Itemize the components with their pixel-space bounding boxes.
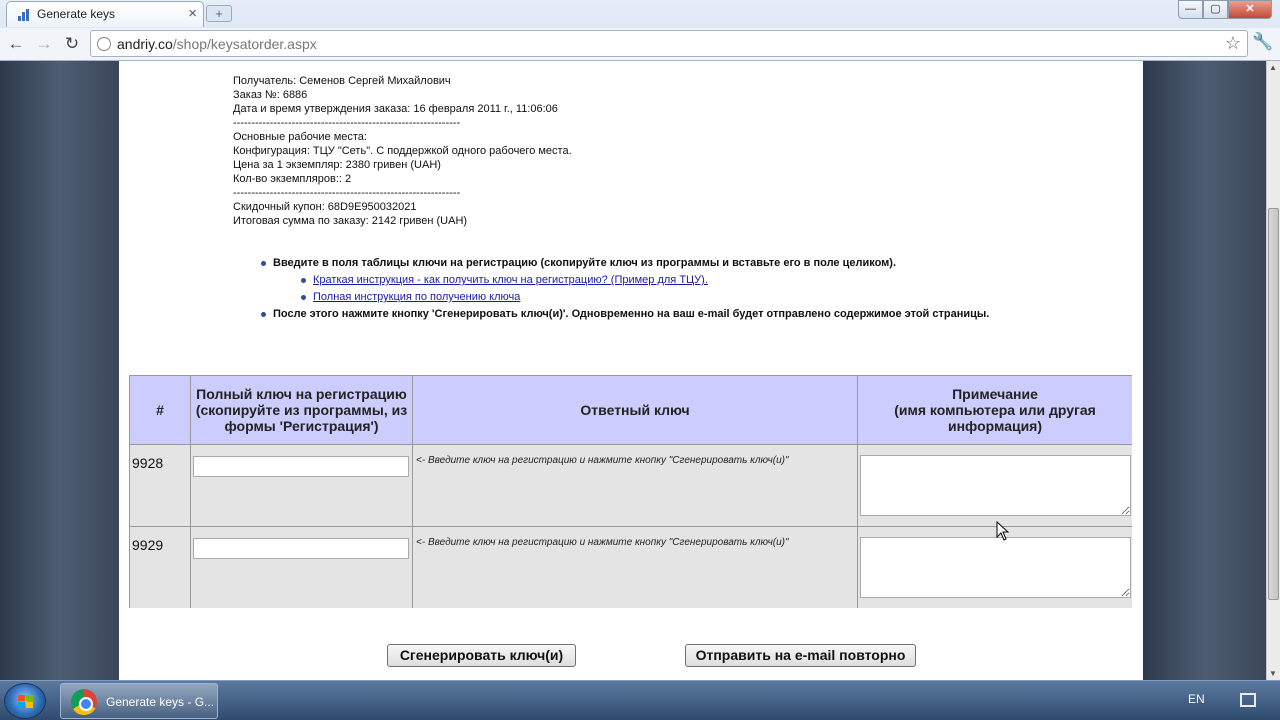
- page-background-right: [1143, 61, 1266, 680]
- order-section-title: Основные рабочие места:: [233, 131, 367, 143]
- note-textarea[interactable]: [860, 455, 1131, 516]
- full-instruction-link[interactable]: Полная инструкция по получению ключа: [313, 291, 521, 303]
- browser-toolbar: [0, 28, 1280, 60]
- scroll-down-icon[interactable]: ▼: [1269, 669, 1277, 678]
- close-tab-icon[interactable]: ×: [188, 5, 197, 22]
- url-path: /shop/keysatorder.aspx: [172, 36, 317, 52]
- keys-table: [129, 375, 1132, 608]
- bar-chart-icon: [17, 8, 31, 22]
- order-date: Дата и время утверждения заказа: 16 февраля 2011 г., 11:06:06: [233, 103, 558, 115]
- bullet-icon: [301, 278, 306, 283]
- row-number: 9928: [130, 445, 191, 526]
- address-bar[interactable]: [90, 30, 1248, 57]
- column-header-number: #: [130, 376, 191, 445]
- instruction-step-2: После этого нажмите кнопку 'Сгенерировать ключ(и)'. Одновременно на ваш e-mail будет отправлено содержимое этой страницы.: [273, 308, 990, 320]
- start-button[interactable]: [4, 683, 46, 719]
- taskbar: [0, 680, 1280, 720]
- registration-key-input[interactable]: [193, 538, 409, 559]
- instruction-step-1: Введите в поля таблицы ключи на регистрацию (скопируйте ключ из программы и вставьте его в поле целиком).: [273, 257, 897, 269]
- order-unit-price: Цена за 1 экземпляр: 2380 гривен (UAH): [233, 159, 441, 171]
- forward-icon[interactable]: →: [35, 34, 53, 53]
- order-summary: [233, 74, 572, 228]
- order-configuration: Конфигурация: ТЦУ "Сеть". С поддержкой одного рабочего места.: [233, 145, 572, 157]
- registration-key-cell: [191, 445, 413, 526]
- order-number: Заказ №: 6886: [233, 89, 308, 101]
- row-number: 9929: [130, 527, 191, 608]
- note-cell: [858, 527, 1132, 608]
- resend-email-button[interactable]: Отправить на e-mail повторно: [685, 644, 916, 667]
- note-cell: [858, 445, 1132, 526]
- vertical-scrollbar[interactable]: [1266, 61, 1280, 680]
- order-quantity: Кол-во экземпляров:: 2: [233, 173, 352, 185]
- bullet-icon: [301, 295, 306, 300]
- chrome-icon: [71, 689, 97, 715]
- registration-key-cell: [191, 527, 413, 608]
- bullet-icon: [261, 312, 266, 317]
- column-header-note: [858, 376, 1132, 445]
- taskbar-item-label: Generate keys - G...: [106, 695, 215, 709]
- back-icon[interactable]: ←: [7, 34, 25, 53]
- browser-chrome: [0, 0, 1280, 61]
- page-background-left: [0, 61, 119, 680]
- registration-key-input[interactable]: [193, 456, 409, 477]
- network-icon[interactable]: [1240, 693, 1256, 707]
- browser-tab[interactable]: [6, 1, 204, 27]
- column-header-response-key: Ответный ключ: [413, 376, 858, 445]
- windows-logo-icon: [18, 695, 34, 709]
- mouse-cursor-icon: [996, 521, 1010, 541]
- order-recipient: Получатель: Семенов Сергей Михайлович: [233, 75, 451, 87]
- column-header-registration-key: [191, 376, 413, 445]
- minimize-button[interactable]: —: [1178, 0, 1203, 19]
- order-total: Итоговая сумма по заказу: 2142 гривен (UAH): [233, 215, 468, 227]
- separator: --------------------------------------------------------------: [233, 117, 461, 129]
- header-text: Примечание (имя компьютера или другая информация): [894, 386, 1096, 434]
- note-textarea[interactable]: [860, 537, 1131, 598]
- order-coupon: Скидочный купон: 68D9E950032021: [233, 201, 417, 213]
- url-text: [117, 36, 317, 52]
- url-host: andriy.co: [117, 36, 173, 52]
- page-viewport: [0, 61, 1266, 680]
- table-row: [130, 527, 1132, 608]
- bullet-icon: [261, 261, 266, 266]
- response-key-hint: <- Введите ключ на регистрацию и нажмите кнопку "Сгенерировать ключ(и)": [413, 445, 858, 526]
- taskbar-item-chrome[interactable]: [60, 683, 218, 719]
- page-icon: [97, 37, 111, 51]
- language-indicator[interactable]: EN: [1188, 692, 1205, 706]
- tab-title: Generate keys: [37, 7, 116, 21]
- wrench-icon[interactable]: 🔧: [1252, 32, 1274, 51]
- response-key-hint: <- Введите ключ на регистрацию и нажмите кнопку "Сгенерировать ключ(и)": [413, 527, 858, 608]
- reload-icon[interactable]: ↻: [64, 34, 80, 53]
- page-content: [119, 61, 1143, 680]
- header-text: Полный ключ на регистрацию (скопируйте из программы, из формы 'Регистрация'): [195, 386, 408, 434]
- maximize-button[interactable]: ▢: [1203, 0, 1228, 19]
- bookmark-star-icon[interactable]: ☆: [1224, 33, 1241, 53]
- new-tab-button[interactable]: +: [206, 5, 232, 22]
- scroll-up-icon[interactable]: ▲: [1269, 63, 1277, 72]
- short-instruction-link[interactable]: Краткая инструкция - как получить ключ на регистрацию? (Пример для ТЦУ).: [313, 274, 708, 286]
- separator: --------------------------------------------------------------: [233, 187, 461, 199]
- close-window-button[interactable]: ✕: [1228, 0, 1272, 19]
- generate-keys-button[interactable]: Сгенерировать ключ(и): [387, 644, 576, 667]
- scrollbar-thumb[interactable]: [1268, 208, 1279, 600]
- table-row: [130, 445, 1132, 527]
